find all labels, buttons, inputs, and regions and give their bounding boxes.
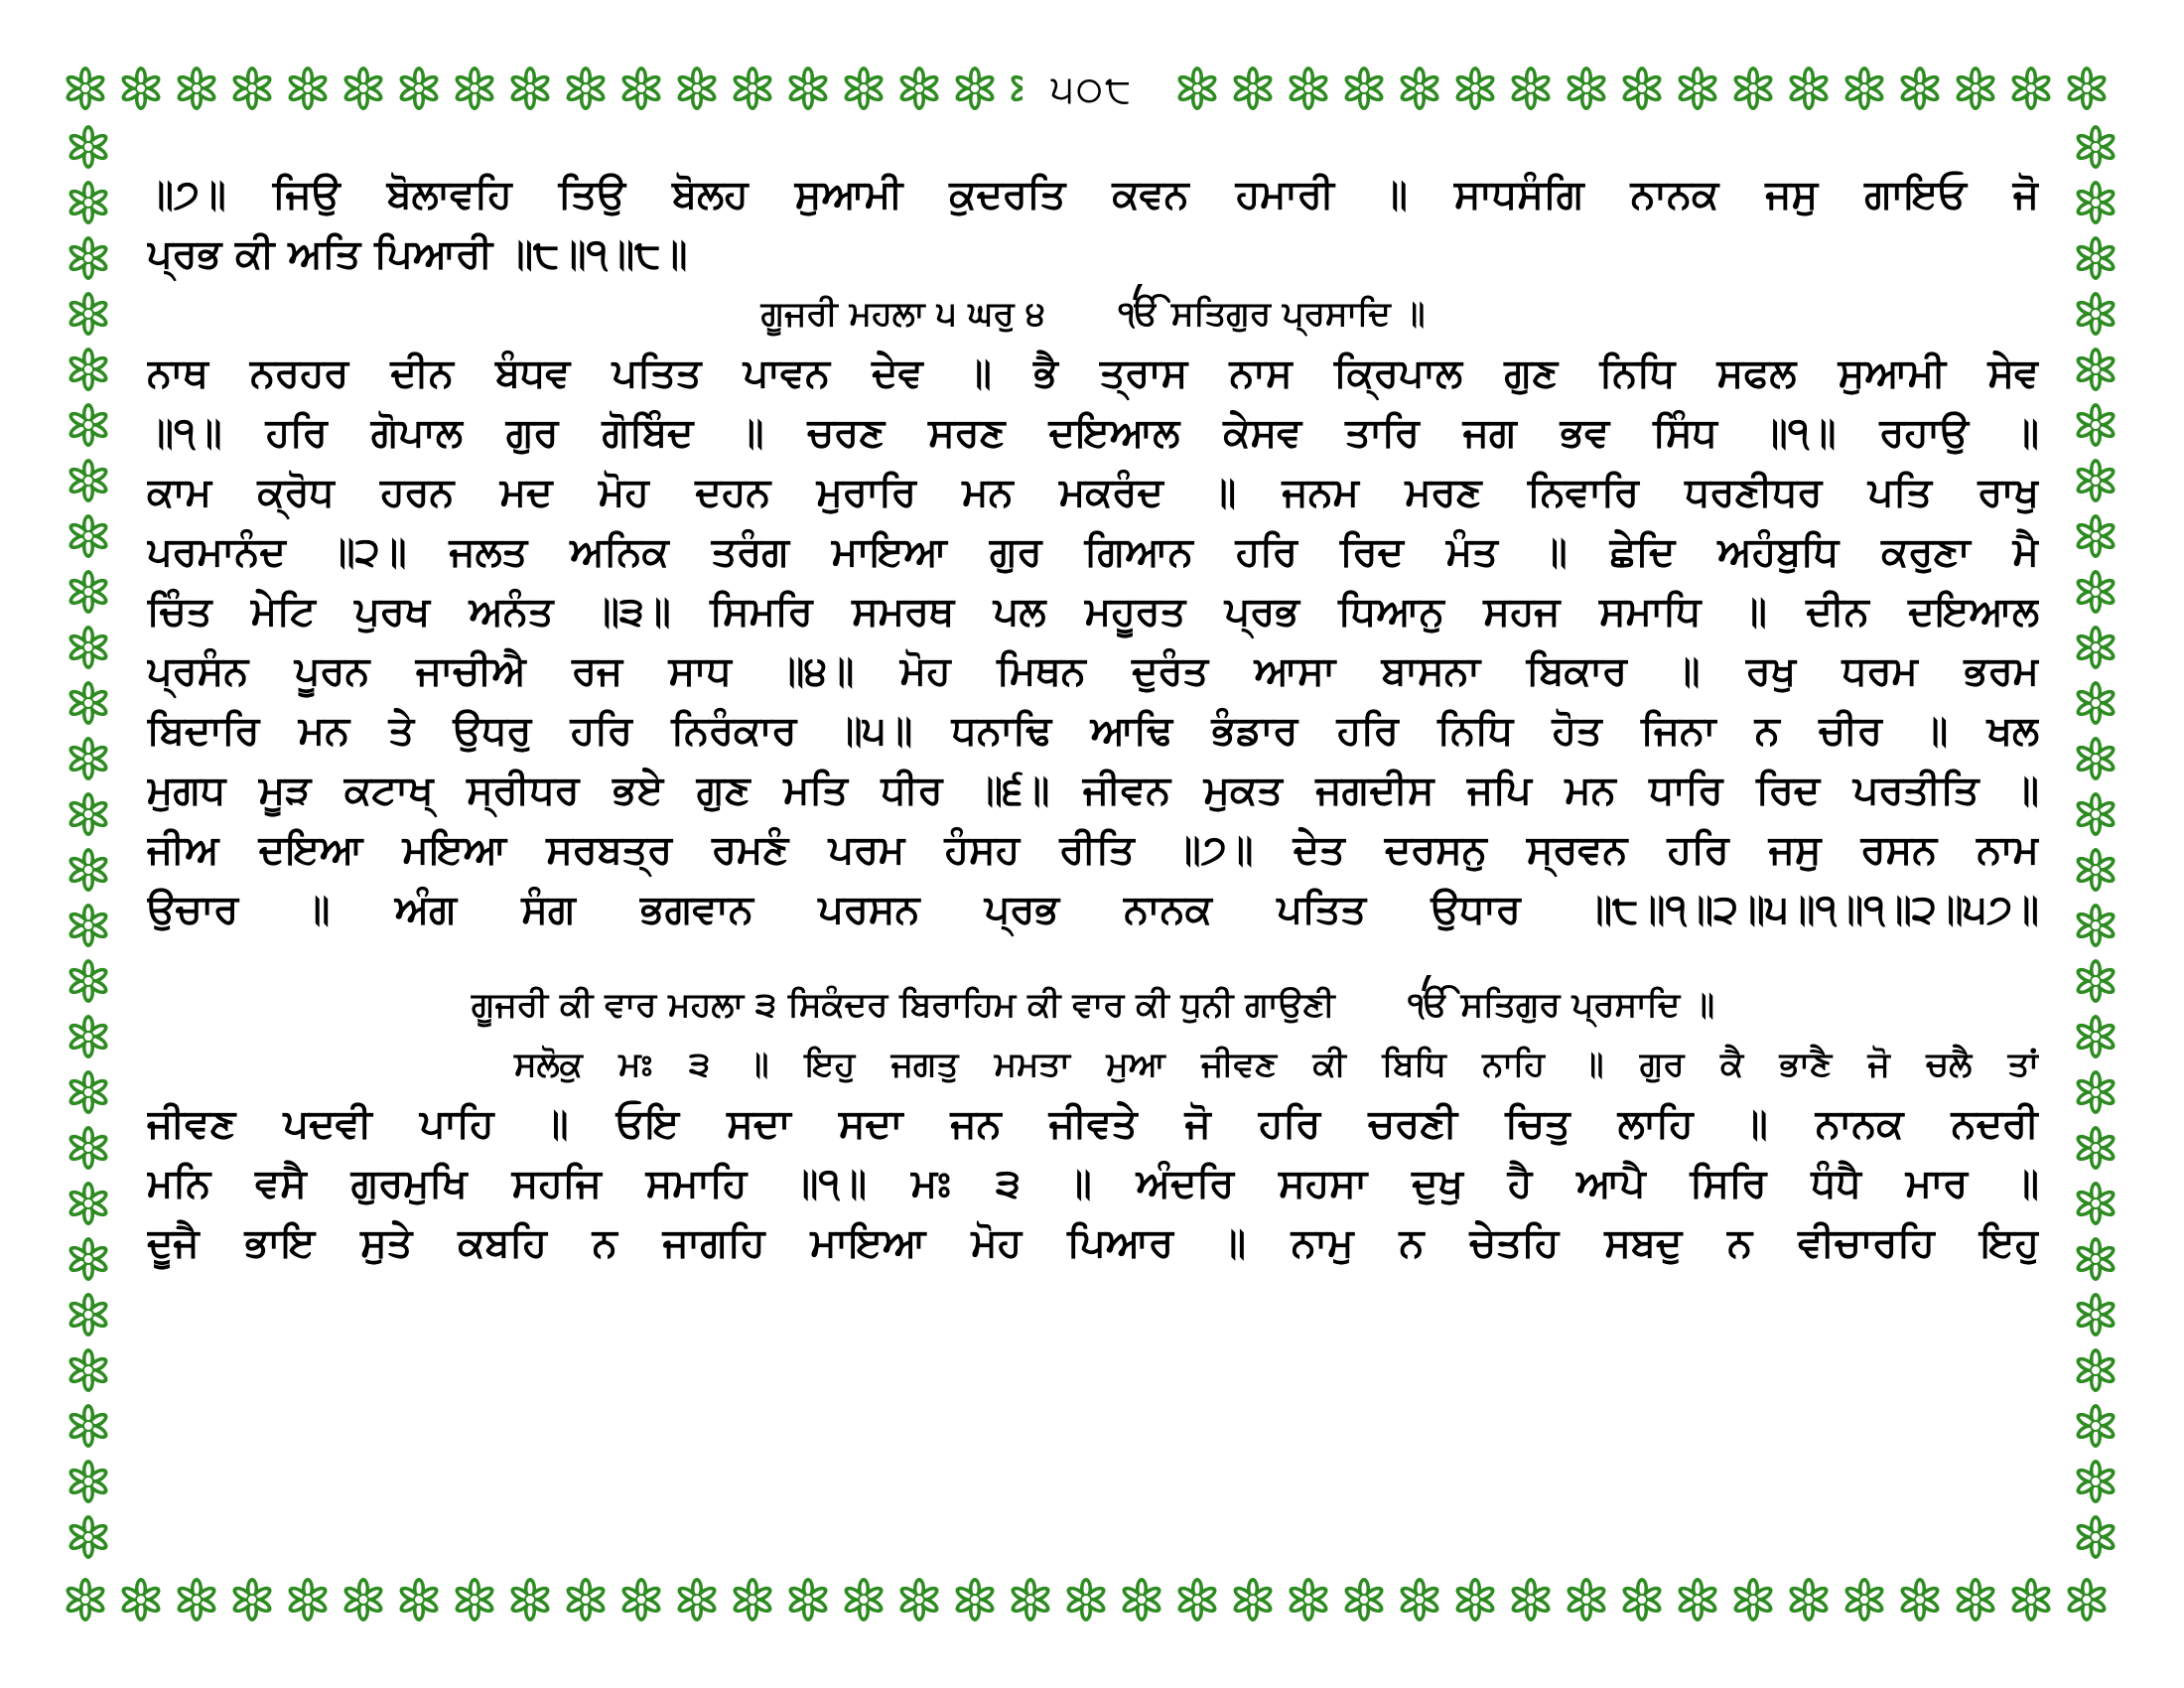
- lotus-flower-icon: [1787, 67, 1831, 110]
- text-line: ਪਰਮਾਨੰਦ ॥੨॥ ਜਲਤ ਅਨਿਕ ਤਰੰਗ ਮਾਇਆ ਗੁਰ ਗਿਆਨ ਹਰਿ ਰਿਦ ਮੰਤ ॥ ਛੇਦਿ ਅਹੰਬੁਧਿ ਕਰੁਣਾ ਮੈ: [147, 529, 2039, 575]
- lotus-flower-icon: [508, 1578, 552, 1621]
- text-line: ਕਾਮ ਕ੍ਰੋਧ ਹਰਨ ਮਦ ਮੋਹ ਦਹਨ ਮੁਰਾਰਿ ਮਨ ਮਕਰੰਦ ॥ ਜਨਮ ਮਰਣ ਨਿਵਾਰਿ ਧਰਣੀਧਰ ਪਤਿ ਰਾਖੁ: [147, 470, 2039, 515]
- lotus-flower-icon: [2074, 236, 2117, 280]
- lotus-flower-icon: [1175, 1578, 1219, 1621]
- mool-mantar-text: ੴ ਸਤਿਗੁਰ ਪ੍ਰਸਾਦਿ ॥: [1118, 294, 1426, 334]
- lotus-flower-icon: [1342, 67, 1386, 110]
- lotus-flower-icon: [1287, 1578, 1330, 1621]
- lotus-flower-icon: [2074, 1126, 2117, 1170]
- lotus-flower-icon: [64, 67, 107, 110]
- lotus-flower-icon: [2074, 792, 2117, 836]
- lotus-flower-icon: [67, 737, 110, 780]
- lotus-flower-icon: [2074, 125, 2117, 169]
- lotus-flower-icon: [2065, 1578, 2109, 1621]
- lotus-flower-icon: [786, 67, 830, 110]
- text-line: ਚਿੰਤ ਮੇਟਿ ਪੁਰਖ ਅਨੰਤ ॥੩॥ ਸਿਮਰਿ ਸਮਰਥ ਪਲ ਮਹੂਰਤ ਪ੍ਰਭ ਧਿਆਨੁ ਸਹਜ ਸਮਾਧਿ ॥ ਦੀਨ ਦਇਆਲ: [147, 589, 2039, 634]
- lotus-flower-icon: [2074, 1515, 2117, 1559]
- lotus-flower-icon: [1453, 67, 1497, 110]
- lotus-flower-icon: [2074, 348, 2117, 391]
- lotus-flower-icon: [67, 904, 110, 947]
- lotus-flower-icon: [67, 348, 110, 391]
- lotus-flower-icon: [2074, 292, 2117, 336]
- lotus-flower-icon: [2074, 904, 2117, 947]
- lotus-flower-icon: [175, 1578, 218, 1621]
- lotus-flower-icon: [175, 67, 218, 110]
- lotus-flower-icon: [341, 1578, 385, 1621]
- lotus-flower-icon: [2074, 1460, 2117, 1503]
- lotus-flower-icon: [2074, 959, 2117, 1003]
- lotus-flower-icon: [230, 1578, 274, 1621]
- lotus-flower-icon: [67, 792, 110, 836]
- floral-border-left: [58, 119, 119, 1569]
- lotus-flower-icon: [1175, 67, 1219, 110]
- lotus-flower-icon: [1898, 67, 1942, 110]
- text-line: ਮਨਿ ਵਸੈ ਗੁਰਮੁਖਿ ਸਹਜਿ ਸਮਾਹਿ ॥੧॥ ਮਃ ੩ ॥ ਅੰਦਰਿ ਸਹਸਾ ਦੁਖੁ ਹੈ ਆਪੈ ਸਿਰਿ ਧੰਧੈ ਮਾਰ ॥: [147, 1161, 2039, 1206]
- lotus-flower-icon: [1731, 1578, 1775, 1621]
- lotus-flower-icon: [1898, 1578, 1942, 1621]
- lotus-flower-icon: [2074, 570, 2117, 614]
- lotus-flower-icon: [2074, 1293, 2117, 1336]
- lotus-flower-icon: [67, 1515, 110, 1559]
- lotus-flower-icon: [2074, 459, 2117, 502]
- lotus-flower-icon: [2074, 848, 2117, 892]
- lotus-flower-icon: [453, 67, 496, 110]
- ek-onkar-arc-icon: [1131, 284, 1210, 302]
- lotus-flower-icon: [731, 1578, 774, 1621]
- text-line: ਪ੍ਰਸੰਨ ਪੂਰਨ ਜਾਚੀਐ ਰਜ ਸਾਧ ॥੪॥ ਮੋਹ ਮਿਥਨ ਦੁਰੰਤ ਆਸਾ ਬਾਸਨਾ ਬਿਕਾਰ ॥ ਰਖੁ ਧਰਮ ਭਰਮ: [147, 648, 2039, 694]
- text-line: ਨਾਥ ਨਰਹਰ ਦੀਨ ਬੰਧਵ ਪਤਿਤ ਪਾਵਨ ਦੇਵ ॥ ਭੈ ਤ੍ਰਾਸ ਨਾਸ ਕ੍ਰਿਪਾਲ ਗੁਣ ਨਿਧਿ ਸਫਲ ਸੁਆਮੀ ਸੇਵ: [147, 351, 2039, 396]
- lotus-flower-icon: [564, 1578, 608, 1621]
- text-line: ਜੀਅ ਦਇਆ ਮਇਆ ਸਰਬਤ੍ਰ ਰਮਣੰ ਪਰਮ ਹੰਸਹ ਰੀਤਿ ॥੭॥ ਦੇਤ ਦਰਸਨੁ ਸ੍ਰਵਨ ਹਰਿ ਜਸੁ ਰਸਨ ਨਾਮ: [147, 827, 2039, 873]
- floral-border-right: [2065, 119, 2126, 1569]
- lotus-flower-icon: [1064, 1578, 1108, 1621]
- lotus-flower-icon: [1843, 67, 1886, 110]
- lotus-flower-icon: [1620, 67, 1664, 110]
- lotus-flower-icon: [67, 1126, 110, 1170]
- lotus-flower-icon: [1565, 67, 1608, 110]
- lotus-flower-icon: [842, 1578, 886, 1621]
- lotus-flower-icon: [119, 1578, 163, 1621]
- lotus-flower-icon: [564, 67, 608, 110]
- section-heading: [147, 284, 2039, 344]
- lotus-flower-icon: [2074, 1237, 2117, 1281]
- lotus-flower-icon: [897, 67, 941, 110]
- text-line: ਜੀਵਣ ਪਦਵੀ ਪਾਹਿ ॥ ਓਇ ਸਦਾ ਸਦਾ ਜਨ ਜੀਵਤੇ ਜੋ ਹਰਿ ਚਰਣੀ ਚਿਤੁ ਲਾਹਿ ॥ ਨਾਨਕ ਨਦਰੀ: [147, 1101, 2039, 1147]
- lotus-flower-icon: [1787, 1578, 1831, 1621]
- lotus-flower-icon: [1954, 67, 1997, 110]
- lotus-flower-icon: [2074, 181, 2117, 224]
- lotus-flower-icon: [1342, 1578, 1386, 1621]
- lotus-flower-icon: [1120, 1578, 1163, 1621]
- lotus-flower-icon: [67, 848, 110, 892]
- lotus-flower-icon: [2074, 1348, 2117, 1392]
- lotus-flower-icon: [67, 1237, 110, 1281]
- lotus-flower-icon: [286, 67, 330, 110]
- page-number: ੫੦੮: [1023, 62, 1161, 117]
- lotus-flower-icon: [1509, 1578, 1553, 1621]
- lotus-flower-icon: [2074, 626, 2117, 669]
- mool-mantar: [1408, 985, 1714, 1025]
- text-line: ॥੧॥ ਹਰਿ ਗੋਪਾਲ ਗੁਰ ਗੋਬਿੰਦ ॥ ਚਰਣ ਸਰਣ ਦਇਆਲ ਕੇਸਵ ਤਾਰਿ ਜਗ ਭਵ ਸਿੰਧ ॥੧॥ ਰਹਾਉ ॥: [147, 410, 2039, 456]
- lotus-flower-icon: [2074, 1070, 2117, 1114]
- lotus-flower-icon: [953, 67, 997, 110]
- lotus-flower-icon: [1620, 1578, 1664, 1621]
- lotus-flower-icon: [786, 1578, 830, 1621]
- lotus-flower-icon: [619, 1578, 663, 1621]
- lotus-flower-icon: [230, 67, 274, 110]
- heading-text: ਗੂਜਰੀ ਮਹਲਾ ੫ ਘਰੁ ੪: [760, 294, 1046, 334]
- lotus-flower-icon: [67, 459, 110, 502]
- section-heading: [147, 975, 2039, 1035]
- lotus-flower-icon: [1287, 67, 1330, 110]
- lotus-flower-icon: [286, 1578, 330, 1621]
- lotus-flower-icon: [2074, 681, 2117, 725]
- lotus-flower-icon: [1231, 67, 1275, 110]
- lotus-flower-icon: [675, 1578, 719, 1621]
- mool-mantar-text: ੴ ਸਤਿਗੁਰ ਪ੍ਰਸਾਦਿ ॥: [1408, 985, 1715, 1025]
- lotus-flower-icon: [619, 67, 663, 110]
- lotus-flower-icon: [2074, 403, 2117, 447]
- lotus-flower-icon: [397, 67, 441, 110]
- lotus-flower-icon: [397, 1578, 441, 1621]
- lotus-flower-icon: [67, 1404, 110, 1448]
- lotus-flower-icon: [842, 67, 886, 110]
- lotus-flower-icon: [1009, 1578, 1052, 1621]
- lotus-flower-icon: [1565, 1578, 1608, 1621]
- text-line: ਮੁਗਧ ਮੂੜ ਕਟਾਖ੍ ਸ੍ਰੀਧਰ ਭਏ ਗੁਣ ਮਤਿ ਧੀਰ ॥੬॥ ਜੀਵਨ ਮੁਕਤ ਜਗਦੀਸ ਜਪਿ ਮਨ ਧਾਰਿ ਰਿਦ ਪਰਤੀਤਿ ॥: [147, 768, 2039, 813]
- lotus-flower-icon: [2074, 1182, 2117, 1225]
- lotus-flower-icon: [64, 1578, 107, 1621]
- text-line: ਸਲੋਕੁ ਮਃ ੩ ॥ ਇਹੁ ਜਗਤੁ ਮਮਤਾ ਮੁਆ ਜੀਵਣ ਕੀ ਬਿਧਿ ਨਾਹਿ ॥ ਗੁਰ ਕੈ ਭਾਣੈ ਜੋ ਚਲੈ ਤਾਂ: [514, 1045, 2039, 1084]
- lotus-flower-icon: [67, 626, 110, 669]
- lotus-flower-icon: [67, 1348, 110, 1392]
- lotus-flower-icon: [67, 236, 110, 280]
- lotus-flower-icon: [341, 67, 385, 110]
- scripture-text: [147, 165, 2039, 1555]
- lotus-flower-icon: [731, 67, 774, 110]
- lotus-flower-icon: [675, 67, 719, 110]
- lotus-flower-icon: [67, 1293, 110, 1336]
- lotus-flower-icon: [953, 1578, 997, 1621]
- lotus-flower-icon: [1231, 1578, 1275, 1621]
- ek-onkar-arc-icon: [1420, 975, 1499, 993]
- lotus-flower-icon: [1731, 67, 1775, 110]
- lotus-flower-icon: [1398, 1578, 1441, 1621]
- text-line: ਦੂਜੈ ਭਾਇ ਸੁਤੇ ਕਬਹਿ ਨ ਜਾਗਹਿ ਮਾਇਆ ਮੋਹ ਪਿਆਰ ॥ ਨਾਮੁ ਨ ਚੇਤਹਿ ਸਬਦੁ ਨ ਵੀਚਾਰਹਿ ਇਹੁ: [147, 1220, 2039, 1266]
- lotus-flower-icon: [453, 1578, 496, 1621]
- lotus-flower-icon: [67, 292, 110, 336]
- lotus-flower-icon: [1453, 1578, 1497, 1621]
- lotus-flower-icon: [2074, 1404, 2117, 1448]
- lotus-flower-icon: [2009, 1578, 2053, 1621]
- lotus-flower-icon: [2074, 737, 2117, 780]
- text-line: ਉਚਾਰ ॥ ਅੰਗ ਸੰਗ ਭਗਵਾਨ ਪਰਸਨ ਪ੍ਰਭ ਨਾਨਕ ਪਤਿਤ ਉਧਾਰ ॥੮॥੧॥੨॥੫॥੧॥੧॥੨॥੫੭॥: [147, 887, 2039, 932]
- lotus-flower-icon: [67, 1182, 110, 1225]
- lotus-flower-icon: [67, 681, 110, 725]
- lotus-flower-icon: [2065, 67, 2109, 110]
- heading-text: ਗੂਜਰੀ ਕੀ ਵਾਰ ਮਹਲਾ ੩ ਸਿਕੰਦਰ ਬਿਰਾਹਿਮ ਕੀ ਵਾਰ ਕੀ ਧੁਨੀ ਗਾਉਣੀ: [471, 985, 1335, 1025]
- lotus-flower-icon: [67, 125, 110, 169]
- lotus-flower-icon: [67, 181, 110, 224]
- lotus-flower-icon: [67, 403, 110, 447]
- lotus-flower-icon: [67, 514, 110, 558]
- lotus-flower-icon: [1676, 1578, 1719, 1621]
- lotus-flower-icon: [67, 1015, 110, 1058]
- lotus-flower-icon: [67, 1460, 110, 1503]
- text-line: ਪ੍ਰਭ ਕੀ ਅਤਿ ਪਿਆਰੀ ॥੮॥੧॥੮॥: [147, 231, 688, 277]
- lotus-flower-icon: [1843, 1578, 1886, 1621]
- lotus-flower-icon: [1398, 67, 1441, 110]
- lotus-flower-icon: [1509, 67, 1553, 110]
- lotus-flower-icon: [1954, 1578, 1997, 1621]
- lotus-flower-icon: [67, 959, 110, 1003]
- text-line: ॥੭॥ ਜਿਉ ਬੋਲਾਵਹਿ ਤਿਉ ਬੋਲਹ ਸੁਆਮੀ ਕੁਦਰਤਿ ਕਵਨ ਹਮਾਰੀ ॥ ਸਾਧਸੰਗਿ ਨਾਨਕ ਜਸੁ ਗਾਇਓ ਜੋ: [147, 172, 2039, 217]
- lotus-flower-icon: [1676, 67, 1719, 110]
- lotus-flower-icon: [2074, 1015, 2117, 1058]
- lotus-flower-icon: [897, 1578, 941, 1621]
- lotus-flower-icon: [2009, 67, 2053, 110]
- mool-mantar: [1119, 294, 1426, 334]
- lotus-flower-icon: [67, 570, 110, 614]
- lotus-flower-icon: [2074, 514, 2117, 558]
- lotus-flower-icon: [508, 67, 552, 110]
- text-line: ਬਿਦਾਰਿ ਮਨ ਤੇ ਉਧਰੁ ਹਰਿ ਨਿਰੰਕਾਰ ॥੫॥ ਧਨਾਢਿ ਆਢਿ ਭੰਡਾਰ ਹਰਿ ਨਿਧਿ ਹੋਤ ਜਿਨਾ ਨ ਚੀਰ ॥ ਖਲ: [147, 708, 2039, 754]
- lotus-flower-icon: [67, 1070, 110, 1114]
- floral-border-bottom: [58, 1569, 2126, 1630]
- lotus-flower-icon: [119, 67, 163, 110]
